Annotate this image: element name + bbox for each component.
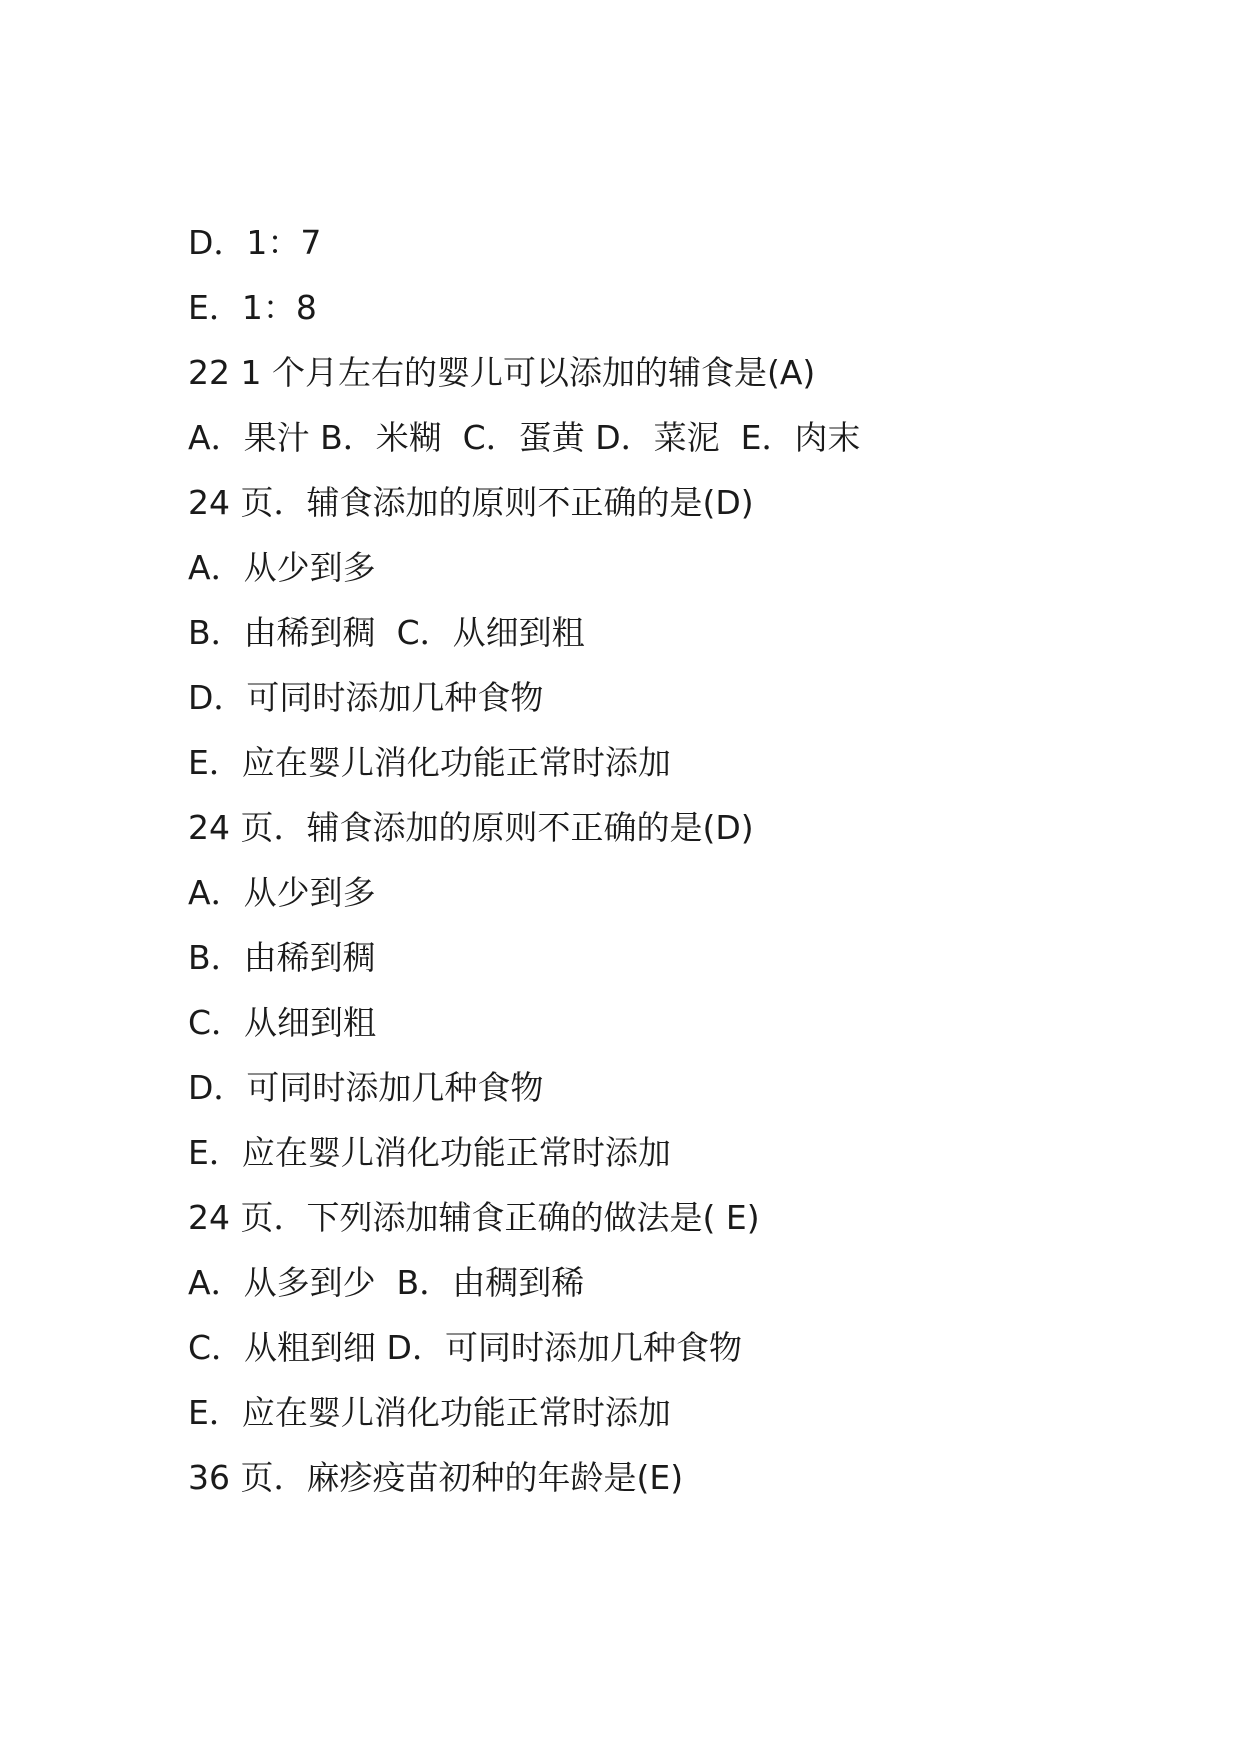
option-line: A．从少到多 [188,873,376,912]
question-line: 24 页．辅食添加的原则不正确的是(D) [188,483,754,522]
option-line: D．可同时添加几种食物 [188,678,544,717]
option-line: B．由稀到稠 C．从细到粗 [188,613,585,652]
option-line: E．应在婴儿消化功能正常时添加 [188,1133,671,1172]
option-line: A．从少到多 [188,548,376,587]
question-line: 36 页．麻疹疫苗初种的年龄是(E) [188,1458,684,1497]
options-line: A．果汁 B．米糊 C．蛋黄 D．菜泥 E．肉末 [188,418,861,457]
question-line: 24 页．下列添加辅食正确的做法是( E) [188,1198,760,1237]
option-line: E．应在婴儿消化功能正常时添加 [188,743,671,782]
text-line: E．1：8 [188,288,317,327]
option-line: A．从多到少 B．由稠到稀 [188,1263,585,1302]
option-line: D．可同时添加几种食物 [188,1068,544,1107]
option-line: B．由稀到稠 [188,938,376,977]
question-line: 24 页．辅食添加的原则不正确的是(D) [188,808,754,847]
option-line: C．从粗到细 D．可同时添加几种食物 [188,1328,742,1367]
text-line: D．1：7 [188,223,322,262]
document-body [188,218,1168,1518]
option-line: C．从细到粗 [188,1003,377,1042]
option-line: E．应在婴儿消化功能正常时添加 [188,1393,671,1432]
question-line: 22 1 个月左右的婴儿可以添加的辅食是(A) [188,353,816,392]
